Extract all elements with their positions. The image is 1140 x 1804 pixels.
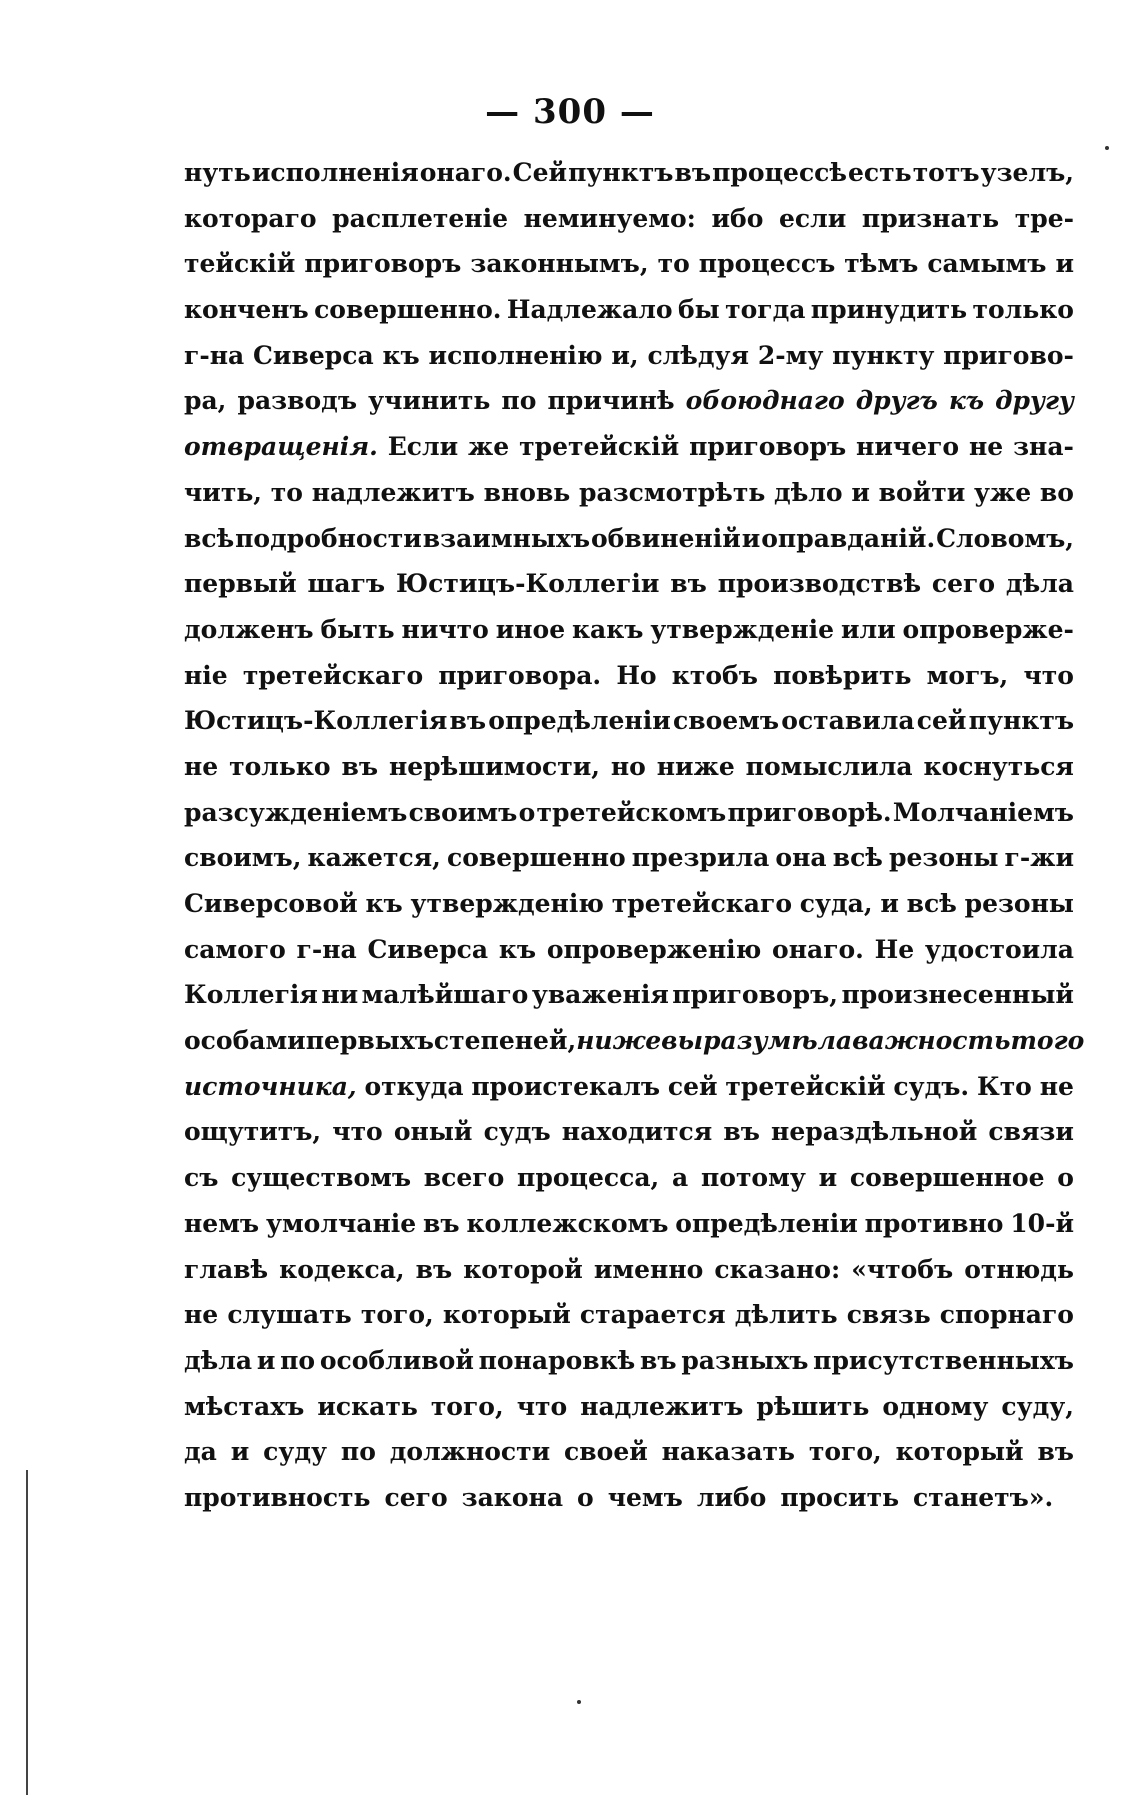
word: да [184, 1437, 217, 1467]
word: слѣдуя [647, 340, 750, 370]
word: важность [852, 1026, 1011, 1056]
word: быть [320, 614, 395, 644]
word: особами [184, 1026, 306, 1056]
word: въ [449, 706, 487, 736]
word: Коллегія [184, 980, 318, 1010]
word: другу [995, 386, 1074, 416]
word: оный [393, 1117, 473, 1147]
word: утвержденіе [650, 614, 835, 644]
word: всѣ [184, 523, 235, 553]
word: приговоръ [689, 432, 847, 462]
word: же [468, 432, 510, 462]
word: умолчаніе [265, 1208, 417, 1238]
word: конченъ [184, 295, 309, 325]
word: законнымъ, [470, 249, 649, 279]
word: въ [423, 1208, 460, 1238]
word: именно [593, 1254, 704, 1284]
word: могъ, [926, 660, 1009, 690]
word: учинить [368, 386, 491, 416]
text-line [184, 1384, 1074, 1430]
word: тѣмъ [844, 249, 919, 279]
word: исполненію [428, 340, 603, 370]
word: тейскій [184, 249, 296, 279]
word: сказано: [714, 1254, 841, 1284]
word: о [518, 797, 536, 827]
text-line [184, 790, 1074, 836]
word: сего [384, 1482, 448, 1512]
word: совершенно. [314, 295, 502, 325]
word: о [1057, 1163, 1074, 1193]
word: войти [878, 477, 966, 507]
word: находится [561, 1117, 713, 1147]
word: Юстицъ-Коллегіи [396, 569, 660, 599]
word: къ [948, 386, 985, 416]
word: одному [882, 1391, 989, 1421]
word: пунктъ [568, 158, 674, 187]
word: не [1039, 1071, 1074, 1101]
word: ничто [401, 614, 489, 644]
word: приговора. [438, 660, 602, 690]
word: своимъ, [184, 843, 302, 873]
word: тотъ [912, 158, 980, 187]
word: г-на [184, 340, 245, 370]
word: слушать [227, 1300, 352, 1330]
word: не [968, 432, 1004, 462]
word: то [657, 249, 690, 279]
word: опредѣленіи [488, 706, 671, 736]
word: подробности [235, 523, 422, 553]
word: опроверже- [902, 614, 1074, 644]
word: резоны [964, 889, 1074, 918]
word: искать [317, 1391, 418, 1421]
word: суду, [1001, 1391, 1074, 1421]
word: или [840, 614, 896, 644]
word: 2-му [757, 340, 824, 370]
word: первый [184, 569, 297, 599]
word: противно [864, 1208, 1004, 1238]
word: Словомъ, [936, 523, 1074, 553]
word: первыхъ [305, 1026, 434, 1056]
word: который [895, 1437, 1024, 1467]
word: связь [846, 1300, 931, 1330]
word: того, [360, 1300, 434, 1330]
word: надлежитъ [311, 477, 475, 507]
text-line [184, 835, 1074, 881]
word: не [184, 1300, 219, 1330]
word: коснуться [923, 751, 1074, 781]
word: главѣ [184, 1254, 269, 1284]
word: ниже [576, 1026, 662, 1056]
word: о [577, 1482, 594, 1512]
word: въ [415, 1254, 453, 1284]
word: всѣ [906, 889, 957, 918]
word: долженъ [184, 614, 314, 644]
word: въ [1037, 1437, 1074, 1467]
word: приговорѣ. [727, 797, 892, 827]
word: тогда [725, 295, 806, 325]
word: опредѣленіи [675, 1208, 858, 1238]
word: произнесенный [841, 980, 1074, 1010]
word: «чтобъ [851, 1254, 954, 1284]
text-line [184, 1338, 1074, 1384]
word: Надлежало [506, 295, 673, 325]
word: резоны [889, 843, 999, 873]
word: самого [184, 934, 286, 964]
word: третейскій [519, 432, 680, 462]
text-line [184, 333, 1074, 379]
text-line [184, 1018, 1085, 1064]
word: оставила [781, 706, 915, 736]
word: но [610, 751, 646, 781]
word: Сиверса [253, 340, 374, 370]
word: отвращенія. [184, 432, 378, 462]
word: сего [931, 569, 996, 599]
word: судъ [483, 1117, 551, 1147]
body-text [184, 150, 1085, 1521]
word: если [779, 203, 847, 233]
word: ничего [856, 432, 960, 462]
word: во [1039, 477, 1074, 507]
word: надлежитъ [580, 1391, 744, 1421]
text-line [184, 287, 1074, 333]
word: отнюдь [964, 1254, 1074, 1284]
text-line [184, 1475, 1074, 1521]
word: принудить [810, 295, 968, 325]
text-line [184, 196, 1074, 242]
page-number: — 300 — [485, 92, 655, 132]
word: и [741, 523, 761, 553]
word: онаго. [419, 158, 512, 187]
word: процессѣ [712, 158, 847, 187]
word: и [256, 1345, 276, 1375]
word: нуть [184, 158, 251, 187]
word: обвиненій [590, 523, 741, 553]
text-line [184, 698, 1074, 744]
word: приговоръ [304, 249, 462, 279]
word: дѣла [184, 1345, 253, 1375]
word: мѣстахъ [184, 1391, 305, 1421]
text-line [184, 1292, 1074, 1338]
word: что [332, 1117, 383, 1147]
word: чемъ [607, 1482, 683, 1512]
word: существомъ [231, 1163, 412, 1193]
text-line [184, 1247, 1074, 1293]
word: онаго. [772, 934, 864, 964]
word: пригово- [943, 340, 1074, 370]
word: того, [430, 1391, 504, 1421]
word: причинѣ [547, 386, 675, 416]
word: процесса, [517, 1163, 660, 1193]
word: наказать [661, 1437, 795, 1467]
word: которой [463, 1254, 583, 1284]
word: кажется, [307, 843, 441, 873]
word: который [442, 1300, 571, 1330]
word: презрила [631, 843, 770, 873]
word: въ [674, 158, 712, 187]
word: и [880, 889, 899, 918]
word: чить, [184, 477, 263, 507]
word: коллежскомъ [466, 1208, 669, 1238]
word: и, [611, 340, 639, 370]
text-line [184, 1201, 1074, 1247]
word: Не [874, 934, 915, 964]
word: дѣлить [734, 1300, 838, 1330]
word: ощутитъ, [184, 1117, 322, 1147]
word: рѣшить [756, 1391, 870, 1421]
word: Молчаніемъ [892, 797, 1074, 827]
word: оправданій. [761, 523, 936, 553]
word: дѣла [1005, 569, 1074, 599]
word: котораго [184, 203, 317, 233]
word: г-жи [1004, 843, 1074, 873]
word: закона [461, 1482, 564, 1512]
word: понаровкѣ [478, 1345, 636, 1375]
word: Сиверсовой [184, 889, 358, 918]
word: ниже [656, 751, 735, 781]
word: своемъ [672, 706, 780, 736]
word: третейскій [725, 1071, 886, 1101]
word: признать [861, 203, 1000, 233]
word: должности [389, 1437, 551, 1467]
text-line [184, 744, 1074, 790]
word: станетъ». [913, 1482, 1054, 1512]
word: нераздѣльной [771, 1117, 978, 1147]
text-line [184, 561, 1074, 607]
word: она [775, 843, 827, 873]
word: опроверженію [546, 934, 762, 964]
word: что [516, 1391, 568, 1421]
text-line [184, 470, 1074, 516]
word: то [270, 477, 303, 507]
text-line [184, 1155, 1074, 1201]
word: судъ. [893, 1071, 970, 1101]
word: малѣйшаго [361, 980, 529, 1010]
word: по [280, 1345, 316, 1375]
word: къ [382, 340, 420, 370]
word: вновь [483, 477, 571, 507]
text-line [184, 972, 1074, 1018]
word: по [501, 386, 537, 416]
word: всего [423, 1163, 505, 1193]
word: разныхъ [681, 1345, 809, 1375]
word: въ [723, 1117, 760, 1147]
word: либо [696, 1482, 767, 1512]
word: въ [640, 1345, 677, 1375]
word: приговоръ, [672, 980, 838, 1010]
word: присутственныхъ [813, 1345, 1074, 1375]
word: Сиверса [367, 934, 489, 964]
word: дѣло [774, 477, 843, 507]
word: противность [184, 1482, 371, 1512]
word: немъ [184, 1208, 260, 1238]
word: кодекса, [279, 1254, 405, 1284]
word: своимъ [408, 797, 518, 827]
word: ни [321, 980, 359, 1010]
word: ра, [184, 386, 227, 416]
word: обоюднаго [685, 386, 845, 416]
word: Если [387, 432, 459, 462]
word: сей [916, 706, 967, 736]
word: спорнаго [939, 1300, 1074, 1330]
word: Юстицъ-Коллегія [184, 706, 448, 736]
word: пункту [832, 340, 935, 370]
word: пунктъ [968, 706, 1074, 736]
word: какъ [571, 614, 644, 644]
word: процессъ [698, 249, 836, 279]
word: не [184, 751, 219, 781]
word: уваженія [531, 980, 669, 1010]
word: помыслила [745, 751, 913, 781]
word: и [1055, 249, 1074, 279]
word: неминуемо: [523, 203, 696, 233]
word: есть [848, 158, 912, 187]
word: того [1010, 1026, 1085, 1056]
word: зна- [1013, 432, 1074, 462]
word: суда, [799, 889, 873, 918]
text-line [184, 607, 1074, 653]
word: суду [263, 1437, 328, 1467]
text-line [184, 1429, 1074, 1475]
word: степеней, [433, 1026, 577, 1056]
word: и [851, 477, 870, 507]
word: только [229, 751, 331, 781]
word: въ [341, 751, 379, 781]
word: совершенно [446, 843, 626, 873]
word: сей [667, 1071, 718, 1101]
word: исполненія [251, 158, 419, 187]
word: узелъ, [980, 158, 1074, 187]
word: того, [808, 1437, 882, 1467]
text-line [184, 1064, 1074, 1110]
word: разсмотрѣть [579, 477, 766, 507]
word: въ [670, 569, 707, 599]
word: къ [498, 934, 537, 964]
word: взаимныхъ [422, 523, 591, 553]
text-line [184, 1109, 1074, 1155]
word: къ [365, 889, 403, 918]
word: утвержденію [410, 889, 604, 918]
text-line [184, 150, 1074, 196]
word: 10-й [1010, 1208, 1074, 1238]
text-line [184, 378, 1074, 424]
word: связи [988, 1117, 1074, 1147]
word: иное [495, 614, 566, 644]
word: особливой [319, 1345, 474, 1375]
scan-speck [1105, 146, 1109, 150]
word: уже [974, 477, 1032, 507]
word: ибо [711, 203, 764, 233]
word: бы [677, 295, 720, 325]
word: другъ [855, 386, 938, 416]
word: источника, [184, 1071, 357, 1101]
word: Сей [512, 158, 568, 187]
word: съ [184, 1163, 219, 1193]
word: нерѣшимости, [388, 751, 600, 781]
word: третейскаго [242, 660, 424, 690]
word: удостоила [924, 934, 1074, 964]
word: третейскаго [611, 889, 793, 918]
word: выразумѣла [661, 1026, 853, 1056]
word: производствѣ [717, 569, 922, 599]
word: только [972, 295, 1074, 325]
word: тре- [1014, 203, 1074, 233]
word: совершенное [849, 1163, 1045, 1193]
word: повѣрить [773, 660, 912, 690]
word: разсужденіемъ [184, 797, 408, 827]
word: и [230, 1437, 250, 1467]
word: всѣ [832, 843, 883, 873]
word: своей [564, 1437, 648, 1467]
word: старается [579, 1300, 726, 1330]
word: ніе [184, 660, 228, 690]
word: шагъ [307, 569, 386, 599]
word: Кто [976, 1071, 1032, 1101]
text-line [184, 881, 1074, 927]
text-line [184, 927, 1074, 973]
word: и [818, 1163, 838, 1193]
text-line [184, 424, 1074, 470]
text-line [184, 516, 1074, 562]
text-line [184, 241, 1074, 287]
text-line [184, 653, 1074, 699]
word: Но [616, 660, 657, 690]
word: г-на [296, 934, 357, 964]
word: ктобъ [671, 660, 758, 690]
word: а [672, 1163, 689, 1193]
scan-speck [577, 1700, 581, 1704]
word: просить [780, 1482, 900, 1512]
word: третейскомъ [536, 797, 727, 827]
word: что [1023, 660, 1074, 690]
word: разводъ [237, 386, 358, 416]
word: расплетеніе [332, 203, 509, 233]
word: проистекалъ [471, 1071, 661, 1101]
word: потому [700, 1163, 806, 1193]
word: по [340, 1437, 376, 1467]
page-edge-mark [26, 1470, 28, 1795]
word: откуда [364, 1071, 464, 1101]
word: самымъ [927, 249, 1047, 279]
